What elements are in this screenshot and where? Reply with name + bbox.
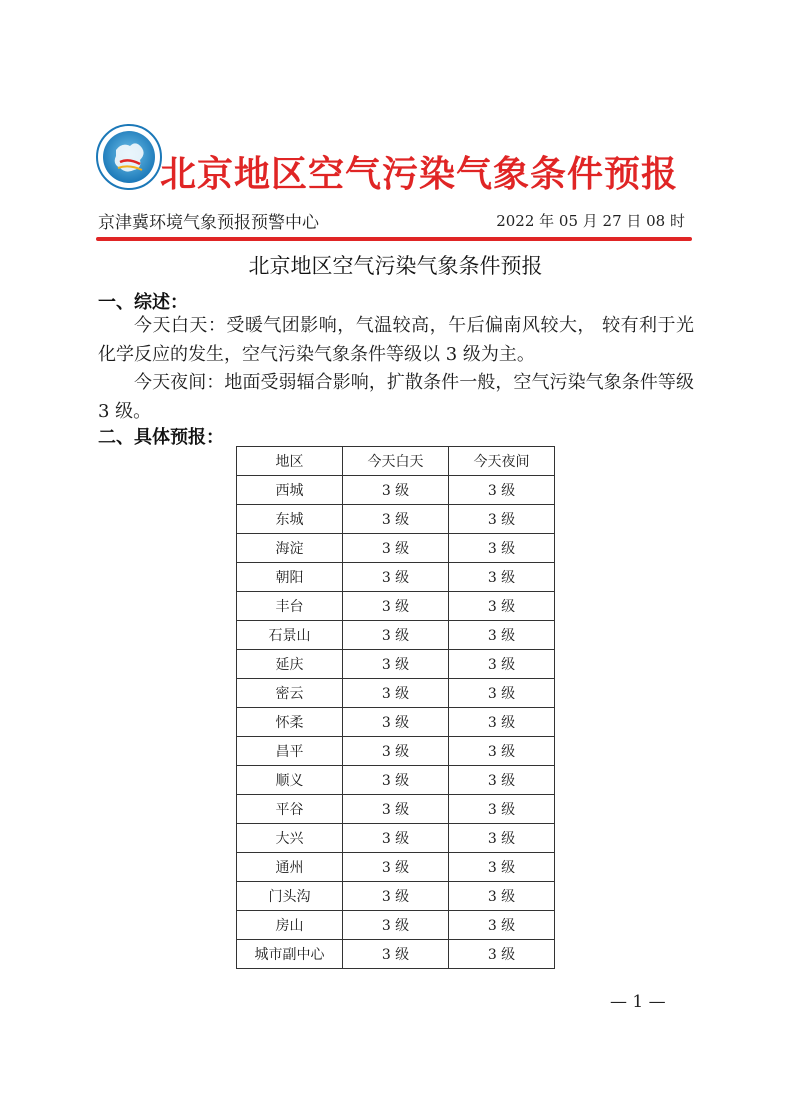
cell-daytime-level: 3 级 bbox=[343, 563, 449, 592]
section-summary-heading: 一、综述： bbox=[98, 292, 188, 313]
cell-region: 海淀 bbox=[237, 534, 343, 563]
cell-daytime-level: 3 级 bbox=[343, 853, 449, 882]
table-row bbox=[237, 592, 555, 621]
cell-region: 石景山 bbox=[237, 621, 343, 650]
cell-region: 平谷 bbox=[237, 795, 343, 824]
cell-region: 东城 bbox=[237, 505, 343, 534]
table-row bbox=[237, 563, 555, 592]
cell-nighttime-level: 3 级 bbox=[449, 476, 555, 505]
table-row bbox=[237, 679, 555, 708]
cell-daytime-level: 3 级 bbox=[343, 737, 449, 766]
daytime-summary: 今天白天：受暖气团影响，气温较高，午后偏南风较大， 较有利于光化学反应的发生，空气污染气象条件等级以 3 级为主。 bbox=[98, 315, 694, 365]
cell-daytime-level: 3 级 bbox=[343, 708, 449, 737]
cell-region: 西城 bbox=[237, 476, 343, 505]
table-row bbox=[237, 737, 555, 766]
cell-daytime-level: 3 级 bbox=[343, 592, 449, 621]
cell-nighttime-level: 3 级 bbox=[449, 534, 555, 563]
table-row bbox=[237, 708, 555, 737]
cell-daytime-level: 3 级 bbox=[343, 766, 449, 795]
issue-time: 2022 年 05 月 27 日 08 时 bbox=[496, 212, 685, 230]
cell-nighttime-level: 3 级 bbox=[449, 940, 555, 969]
cell-region: 城市副中心 bbox=[237, 940, 343, 969]
column-header-region: 地区 bbox=[237, 447, 343, 476]
cell-nighttime-level: 3 级 bbox=[449, 795, 555, 824]
table-row bbox=[237, 795, 555, 824]
table-row bbox=[237, 505, 555, 534]
cell-nighttime-level: 3 级 bbox=[449, 824, 555, 853]
nighttime-summary: 今天夜间：地面受弱辐合影响，扩散条件一般，空气污染气象条件等级 3 级。 bbox=[98, 372, 694, 422]
table-row bbox=[237, 940, 555, 969]
cell-daytime-level: 3 级 bbox=[343, 911, 449, 940]
cell-daytime-level: 3 级 bbox=[343, 824, 449, 853]
header-title: 北京地区空气污染气象条件预报 bbox=[160, 154, 679, 195]
cell-region: 通州 bbox=[237, 853, 343, 882]
cell-nighttime-level: 3 级 bbox=[449, 882, 555, 911]
cell-nighttime-level: 3 级 bbox=[449, 621, 555, 650]
cell-region: 怀柔 bbox=[237, 708, 343, 737]
cell-daytime-level: 3 级 bbox=[343, 621, 449, 650]
cell-region: 朝阳 bbox=[237, 563, 343, 592]
cell-region: 门头沟 bbox=[237, 882, 343, 911]
cell-region: 房山 bbox=[237, 911, 343, 940]
page-number: — 1 — bbox=[610, 992, 666, 1012]
table-row bbox=[237, 650, 555, 679]
table-row bbox=[237, 476, 555, 505]
table-header-row bbox=[237, 447, 555, 476]
cell-nighttime-level: 3 级 bbox=[449, 592, 555, 621]
cell-daytime-level: 3 级 bbox=[343, 795, 449, 824]
column-header-nighttime: 今天夜间 bbox=[449, 447, 555, 476]
table-row bbox=[237, 911, 555, 940]
table-row bbox=[237, 621, 555, 650]
issuing-center: 京津冀环境气象预报预警中心 bbox=[98, 213, 319, 233]
table-row bbox=[237, 534, 555, 563]
cell-daytime-level: 3 级 bbox=[343, 882, 449, 911]
document-title: 北京地区空气污染气象条件预报 bbox=[248, 254, 543, 278]
cell-region: 密云 bbox=[237, 679, 343, 708]
cell-nighttime-level: 3 级 bbox=[449, 766, 555, 795]
cell-region: 大兴 bbox=[237, 824, 343, 853]
table-row bbox=[237, 766, 555, 795]
cell-nighttime-level: 3 级 bbox=[449, 505, 555, 534]
table-row bbox=[237, 853, 555, 882]
cell-region: 顺义 bbox=[237, 766, 343, 795]
cell-daytime-level: 3 级 bbox=[343, 476, 449, 505]
cell-region: 昌平 bbox=[237, 737, 343, 766]
header-divider bbox=[96, 237, 692, 241]
cell-nighttime-level: 3 级 bbox=[449, 650, 555, 679]
cell-nighttime-level: 3 级 bbox=[449, 679, 555, 708]
cell-nighttime-level: 3 级 bbox=[449, 563, 555, 592]
meteorological-center-logo bbox=[96, 124, 162, 190]
cell-region: 延庆 bbox=[237, 650, 343, 679]
cell-region: 丰台 bbox=[237, 592, 343, 621]
column-header-daytime: 今天白天 bbox=[343, 447, 449, 476]
cell-daytime-level: 3 级 bbox=[343, 679, 449, 708]
table-row bbox=[237, 882, 555, 911]
forecast-table bbox=[236, 446, 555, 969]
cell-nighttime-level: 3 级 bbox=[449, 911, 555, 940]
cell-daytime-level: 3 级 bbox=[343, 650, 449, 679]
section-forecast-heading: 二、具体预报： bbox=[98, 427, 224, 448]
cell-nighttime-level: 3 级 bbox=[449, 853, 555, 882]
cell-daytime-level: 3 级 bbox=[343, 534, 449, 563]
cell-daytime-level: 3 级 bbox=[343, 940, 449, 969]
cell-nighttime-level: 3 级 bbox=[449, 737, 555, 766]
cell-nighttime-level: 3 级 bbox=[449, 708, 555, 737]
table-row bbox=[237, 824, 555, 853]
forecast-table-body bbox=[237, 476, 555, 969]
cell-daytime-level: 3 级 bbox=[343, 505, 449, 534]
